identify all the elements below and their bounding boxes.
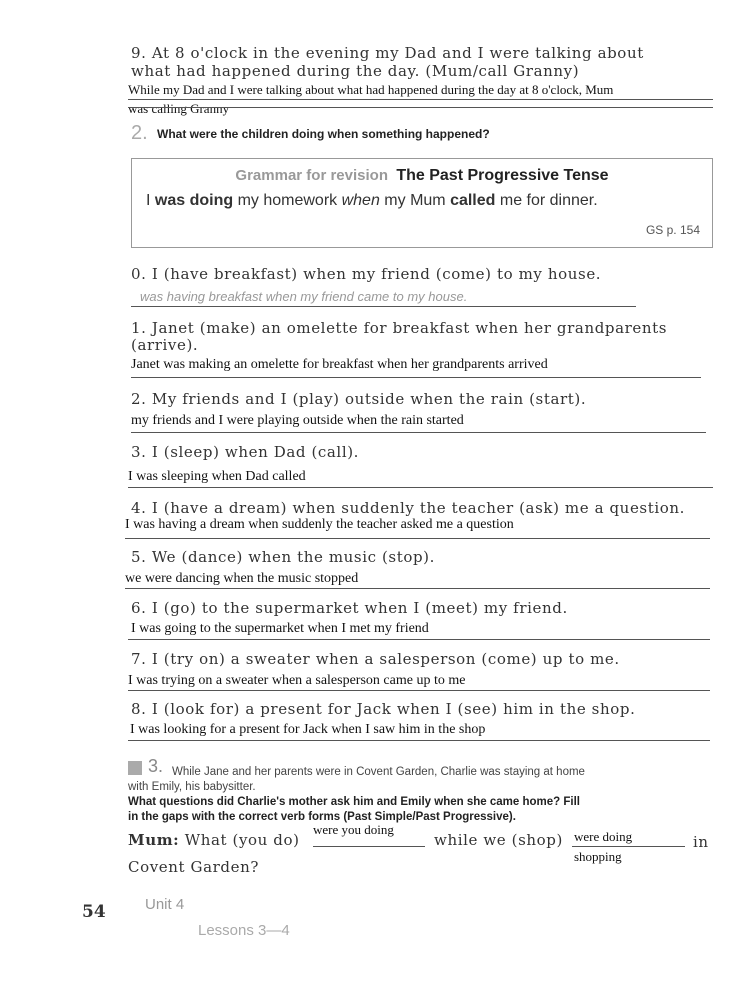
item-7-answer: I was trying on a sweater when a salesperson came up to me	[128, 673, 466, 688]
item-0-prompt: 0. I (have breakfast) when my friend (come) to my house.	[131, 265, 602, 283]
exercise-3-text: while we (shop)	[434, 831, 563, 849]
item-3-prompt: 3. I (sleep) when Dad (call).	[131, 443, 360, 461]
item9-answer-2: was calling Granny	[128, 101, 230, 116]
exercise-3-question: What questions did Charlie's mother ask him and Emily when she came home? Fill	[128, 796, 580, 808]
exercise-3-line: Mum: What (you do)	[128, 831, 300, 849]
gap-2-answer-2: shopping	[574, 849, 622, 864]
item-4-prompt: 4. I (have a dream) when suddenly the teacher (ask) me a question.	[131, 499, 686, 517]
item-0-example-answer: was having breakfast when my friend came to my house.	[140, 289, 468, 304]
item-4-answer: I was having a dream when suddenly the teacher asked me a question	[125, 517, 514, 532]
grammar-label: Grammar for revision	[235, 167, 388, 184]
item9-answer: While my Dad and I were talking about what had happened during the day at 8 o'clock, Mum	[128, 82, 614, 97]
exercise-3-question-2: in the gaps with the correct verb forms (Past Simple/Past Progressive).	[128, 811, 516, 823]
item-6-answer: I was going to the supermarket when I met my friend	[131, 621, 429, 636]
item9-prompt-2: what had happened during the day. (Mum/call Granny)	[131, 62, 580, 80]
grammar-title: The Past Progressive Tense	[396, 167, 609, 184]
item-1-answer: Janet was making an omelette for breakfast when her grandparents arrived	[131, 357, 548, 372]
item-8-prompt: 8. I (look for) a present for Jack when I (see) him in the shop.	[131, 700, 636, 718]
item-3-answer: I was sleeping when Dad called	[128, 469, 306, 484]
item-5-prompt: 5. We (dance) when the music (stop).	[131, 548, 435, 566]
item-8-answer: I was looking for a present for Jack when I saw him in the shop	[130, 722, 486, 737]
exercise-3-intro: While Jane and her parents were in Covent Garden, Charlie was staying at home	[172, 766, 585, 778]
item-1-prompt-2: (arrive).	[131, 336, 199, 354]
item-7-prompt: 7. I (try on) a sweater when a salesperson (come) up to me.	[131, 650, 620, 668]
item-2-prompt: 2. My friends and I (play) outside when the rain (start).	[131, 390, 587, 408]
exercise-2-number: 2.	[131, 122, 148, 144]
grammar-example: I was doing my homework when my Mum called me for dinner.	[146, 192, 598, 209]
item-1-prompt: 1. Janet (make) an omelette for breakfast when her grandparents	[131, 319, 668, 337]
item-6-prompt: 6. I (go) to the supermarket when I (meet) my friend.	[131, 599, 568, 617]
lessons-label: Lessons 3—4	[198, 922, 290, 939]
exercise-3-text-2: in	[693, 833, 709, 851]
exercise-3-text-3: Covent Garden?	[128, 858, 259, 876]
exercise-3-number: 3.	[148, 756, 164, 776]
page-number: 54	[82, 902, 106, 922]
unit-label: Unit 4	[145, 896, 185, 913]
homework-icon	[128, 761, 142, 775]
item-2-answer: my friends and I were playing outside when the rain started	[131, 413, 464, 428]
item-5-answer: we were dancing when the music stopped	[125, 571, 359, 586]
exercise-2-instruction: What were the children doing when something happened?	[157, 127, 490, 141]
gap-2-answer: were doing	[574, 829, 633, 844]
grammar-reference: GS p. 154	[645, 223, 700, 237]
grammar-box	[131, 158, 713, 248]
item9-prompt: 9. At 8 o'clock in the evening my Dad and I were talking about	[131, 44, 644, 62]
exercise-3-intro-2: with Emily, his babysitter.	[128, 781, 256, 793]
gap-1-answer: were you doing	[313, 822, 394, 837]
